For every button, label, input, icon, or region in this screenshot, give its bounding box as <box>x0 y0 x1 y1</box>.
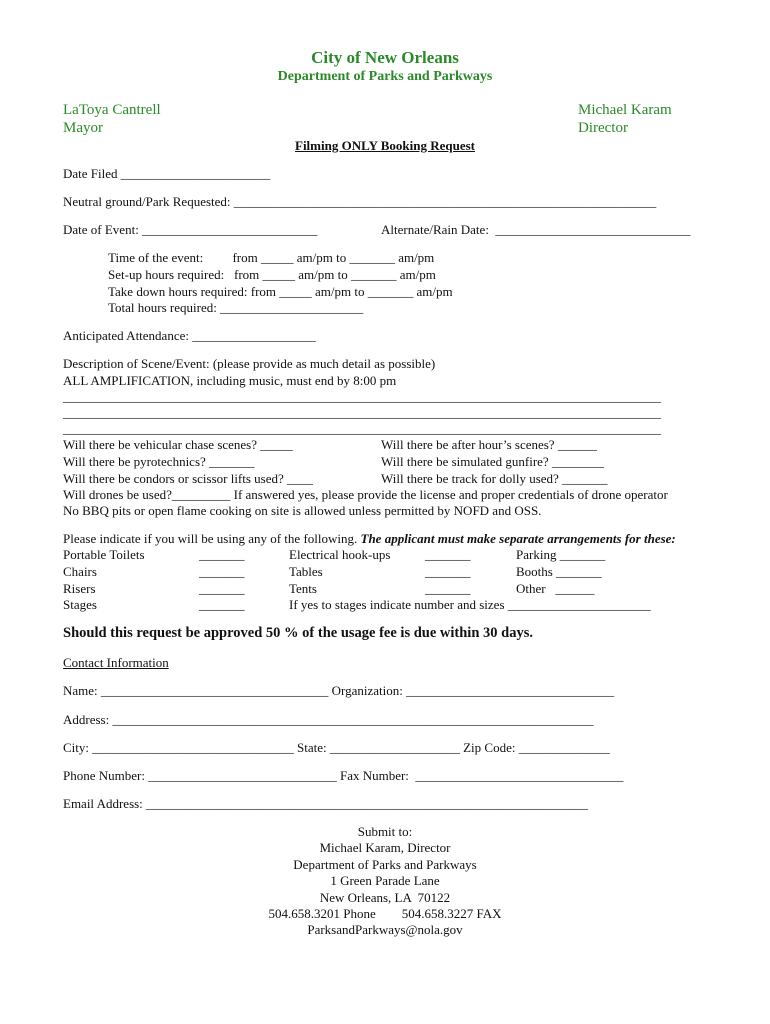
city-state-zip-field[interactable]: City: _______________________________ State: ____________________ Zip Code: ______________ <box>63 740 610 755</box>
form-title: Filming ONLY Booking Request <box>295 138 475 153</box>
city-title: City of New Orleans <box>311 48 459 67</box>
fee-notice: Should this request be approved 50 % of the usage fee is due within 30 days. <box>63 625 533 641</box>
department-title: Department of Parks and Parkways <box>277 69 493 84</box>
gunfire-question[interactable]: Will there be simulated gunfire? ________ <box>381 454 604 469</box>
bbq-notice: No BBQ pits or open flame cooking on site is allowed unless permitted by NOFD and OSS. <box>63 503 542 518</box>
item-label: Electrical hook-ups <box>289 547 391 562</box>
item-blank[interactable]: _______ <box>425 564 471 579</box>
parking-field[interactable]: Parking _______ <box>516 547 606 562</box>
mayor-name: LaToya Cantrell <box>63 102 161 118</box>
booths-field[interactable]: Booths _______ <box>516 564 602 579</box>
stages-note-field[interactable]: If yes to stages indicate number and sizes ______________________ <box>289 597 651 612</box>
item-label: Tents <box>289 581 317 596</box>
item-label: Risers <box>63 581 96 596</box>
time-of-event-field[interactable]: Time of the event: from _____ am/pm to _______ am/pm <box>108 250 435 265</box>
item-label: Tables <box>289 564 323 579</box>
submit-line: Department of Parks and Parkways <box>293 857 477 872</box>
alternate-date-field[interactable]: Alternate/Rain Date: ______________________________ <box>381 222 691 237</box>
description-line[interactable]: ____________________________________________________________________________________________ <box>63 405 661 420</box>
item-blank[interactable]: _______ <box>425 581 471 596</box>
address-field[interactable]: Address: __________________________________________________________________________ <box>63 712 594 727</box>
item-blank[interactable]: _______ <box>199 597 245 612</box>
total-hours-field[interactable]: Total hours required: ______________________ <box>108 300 364 315</box>
director-title: Director <box>578 120 628 136</box>
item-blank[interactable]: _______ <box>199 581 245 596</box>
submit-phone-fax: 504.658.3201 Phone 504.658.3227 FAX <box>268 906 502 921</box>
chase-scenes-question[interactable]: Will there be vehicular chase scenes? _____ <box>63 437 293 452</box>
phone-fax-field[interactable]: Phone Number: _____________________________ Fax Number: ________________________________ <box>63 768 624 783</box>
drones-question[interactable]: Will drones be used?_________ If answered yes, please provide the license and proper credentials of drone operator <box>63 487 668 502</box>
contact-heading: Contact Information <box>63 655 169 670</box>
mayor-title: Mayor <box>63 120 103 136</box>
items-intro <box>63 531 676 547</box>
park-requested-field[interactable]: Neutral ground/Park Requested: _________________________________________________________________ <box>63 194 657 209</box>
submit-line: New Orleans, LA 70122 <box>319 890 451 905</box>
director-name: Michael Karam <box>578 102 672 118</box>
items-intro-text: Please indicate if you will be using any of the following. <box>63 531 358 546</box>
amplification-note: ALL AMPLIFICATION, including music, must end by 8:00 pm <box>63 373 397 388</box>
item-blank[interactable]: _______ <box>199 564 245 579</box>
setup-hours-field[interactable]: Set-up hours required: from _____ am/pm to _______ am/pm <box>108 267 436 282</box>
item-label: Stages <box>63 597 97 612</box>
submit-email[interactable]: ParksandParkways@nola.gov <box>307 922 463 937</box>
item-label: Chairs <box>63 564 97 579</box>
attendance-field[interactable]: Anticipated Attendance: ___________________ <box>63 328 316 343</box>
other-field[interactable]: Other ______ <box>516 581 595 596</box>
takedown-hours-field[interactable]: Take down hours required: from _____ am/pm to _______ am/pm <box>108 284 453 299</box>
submit-line: Submit to: <box>357 824 413 839</box>
item-label: Portable Toilets <box>63 547 145 562</box>
submit-line: 1 Green Parade Lane <box>330 873 440 888</box>
dolly-question[interactable]: Will there be track for dolly used? _______ <box>381 471 608 486</box>
description-label: Description of Scene/Event: (please provide as much detail as possible) <box>63 356 436 371</box>
description-line[interactable]: ____________________________________________________________________________________________ <box>63 389 661 404</box>
date-filed-field[interactable]: Date Filed _______________________ <box>63 166 271 181</box>
items-intro-emphasis: The applicant must make separate arrangements for these: <box>360 531 676 546</box>
submit-line: Michael Karam, Director <box>319 840 451 855</box>
description-line[interactable]: ____________________________________________________________________________________________ <box>63 421 661 436</box>
lifts-question[interactable]: Will there be condors or scissor lifts used? ____ <box>63 471 314 486</box>
item-blank[interactable]: _______ <box>199 547 245 562</box>
pyrotechnics-question[interactable]: Will there be pyrotechnics? _______ <box>63 454 255 469</box>
date-of-event-field[interactable]: Date of Event: ___________________________ <box>63 222 318 237</box>
item-blank[interactable]: _______ <box>425 547 471 562</box>
after-hours-question[interactable]: Will there be after hour’s scenes? ______ <box>381 437 597 452</box>
email-field[interactable]: Email Address: ____________________________________________________________________ <box>63 796 589 811</box>
name-organization-field[interactable]: Name: ___________________________________ Organization: ________________________________ <box>63 683 615 698</box>
